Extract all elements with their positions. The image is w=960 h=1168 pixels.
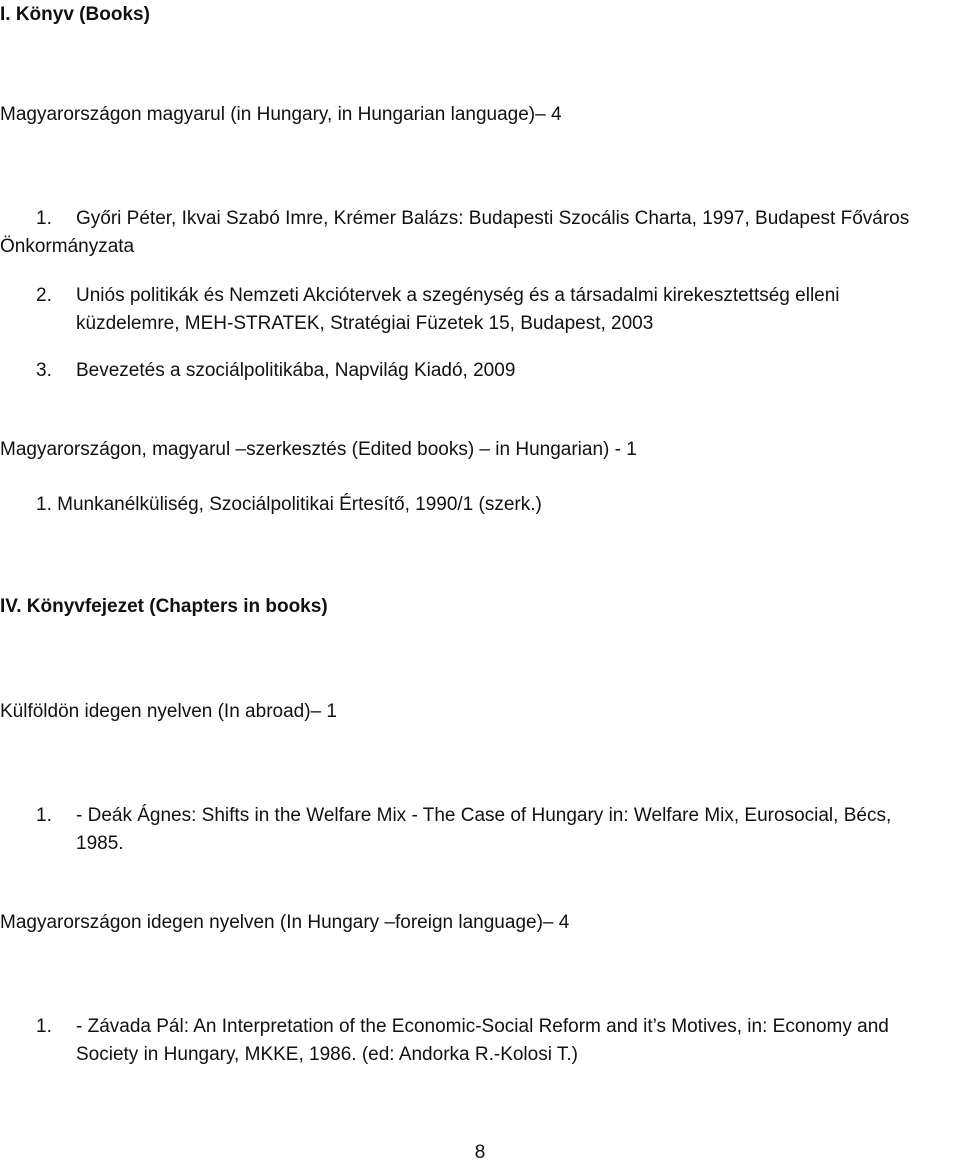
list-item-text: Uniós politikák és Nemzeti Akciótervek a szegénység és a társadalmi kirekesztettség elleni (76, 285, 840, 306)
list-item-text: Bevezetés a szociálpolitikába, Napvilág Kiadó, 2009 (76, 360, 516, 381)
page-number: 8 (474, 1142, 486, 1163)
list-item-text: - Závada Pál: An Interpretation of the Economic-Social Reform and it’s Motives, in: Economy and (76, 1016, 889, 1037)
list-item (36, 281, 840, 311)
list-item (36, 801, 891, 831)
list-item-number: 1. (36, 208, 52, 229)
list-item-continuation: 1985. (76, 833, 124, 854)
chapters-heading: IV. Könyvfejezet (Chapters in books) (0, 596, 328, 617)
hungary-foreign-heading: Magyarországon idegen nyelven (In Hungary –foreign language)– 4 (0, 912, 570, 933)
list-item-continuation: küzdelemre, MEH-STRATEK, Stratégiai Füzetek 15, Budapest, 2003 (76, 313, 654, 334)
abroad-heading: Külföldön idegen nyelven (In abroad)– 1 (0, 701, 337, 722)
list-item-text: Győri Péter, Ikvai Szabó Imre, Krémer Balázs: Budapesti Szocális Charta, 1997, Budapest Főváros (76, 208, 910, 229)
subsection-heading-hungarian: Magyarországon magyarul (in Hungary, in Hungarian language)– 4 (0, 104, 562, 125)
edited-book-item: 1. Munkanélküliség, Szociálpolitikai Értesítő, 1990/1 (szerk.) (36, 494, 542, 515)
list-item-text: - Deák Ágnes: Shifts in the Welfare Mix - The Case of Hungary in: Welfare Mix, Eurosocial, Bécs, (76, 805, 892, 826)
list-item (36, 1012, 889, 1042)
list-item-number: 3. (36, 360, 52, 381)
list-item-continuation: Society in Hungary, MKKE, 1986. (ed: Andorka R.-Kolosi T.) (76, 1044, 578, 1065)
list-item-number: 2. (36, 285, 52, 306)
list-item-number: 1. (36, 805, 52, 826)
list-item (36, 356, 515, 386)
books-heading: I. Könyv (Books) (0, 4, 150, 25)
edited-books-heading: Magyarországon, magyarul –szerkesztés (Edited books) – in Hungarian) - 1 (0, 439, 637, 460)
list-item-continuation: Önkormányzata (0, 236, 135, 257)
list-item (36, 204, 909, 234)
list-item-number: 1. (36, 1016, 52, 1037)
